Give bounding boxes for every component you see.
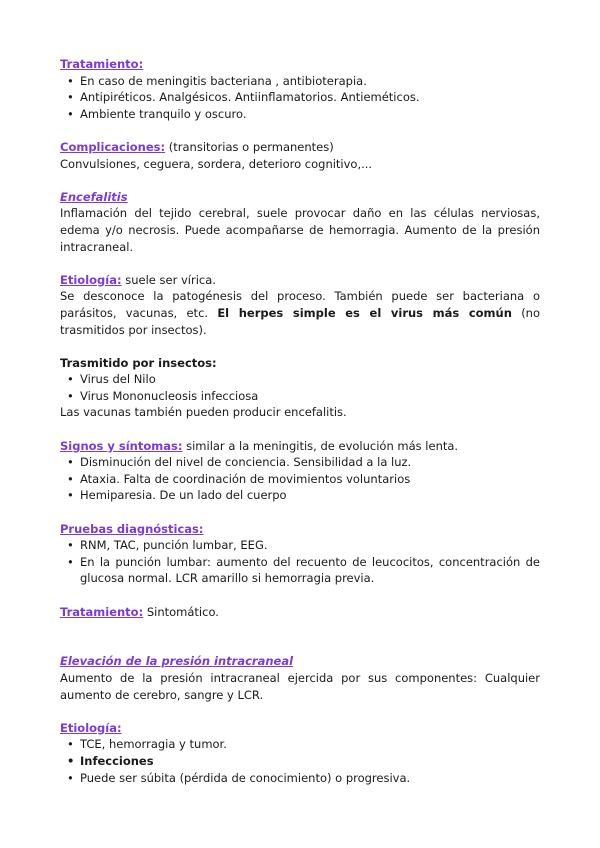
section-heading: Complicaciones:: [60, 139, 166, 154]
section-etiologia-encefalitis: [60, 272, 540, 338]
list-item: • Virus del Nilo: [80, 371, 540, 388]
paragraph-text: (no trasmitidos por insectos).: [60, 305, 541, 337]
section-heading: Elevación de la presión intracraneal: [60, 654, 294, 669]
section-heading: Pruebas diagnósticas:: [60, 521, 204, 536]
section-heading: Encefalitis: [60, 189, 128, 204]
paragraph-bold-text: El herpes simple es el virus más común: [217, 305, 512, 320]
list-item: • Virus Mononucleosis infecciosa: [80, 388, 540, 405]
bullet-list: [60, 73, 540, 123]
section-tratamiento-encefalitis: [60, 604, 540, 621]
heading-note: Sintomático.: [143, 604, 219, 619]
section-heading: Etiología:: [60, 720, 122, 735]
list-item: • Disminución del nivel de conciencia. Sensibilidad a la luz.: [80, 454, 540, 471]
section-signos-sintomas: [60, 438, 540, 504]
paragraph-text: Se desconoce la patogénesis del proceso. También puede ser bacteriana o parásitos, vacunas, etc.: [60, 289, 540, 320]
section-heading: Trasmitido por insectos:: [60, 355, 217, 370]
list-item: • Hemiparesia. De un lado del cuerpo: [80, 487, 540, 504]
heading-note: similar a la meningitis, de evolución más lenta.: [182, 438, 459, 453]
section-encefalitis: [60, 189, 540, 255]
heading-note: (transitorias o permanentes): [165, 139, 334, 154]
paragraph: Inflamación del tejido cerebral, suele provocar daño en las células nerviosas, edema y/o necrosis. Puede acompañarse de hemorragia. Aumento de la presión intracraneal.: [60, 206, 540, 254]
spacer: [60, 637, 540, 654]
list-item: • Puede ser súbita (pérdida de conocimiento) o progresiva.: [80, 770, 540, 787]
bullet-list: [60, 454, 540, 504]
paragraph: [60, 288, 540, 338]
section-pruebas-diagnosticas: [60, 521, 540, 587]
list-item: • TCE, hemorragia y tumor.: [80, 736, 540, 753]
list-item: • En la punción lumbar: aumento del recuento de leucocitos, concentración de glucosa normal. LCR amarillo si hemorragia previa.: [80, 554, 540, 587]
section-presion-intracraneal: [60, 653, 540, 703]
section-heading: Tratamiento:: [60, 604, 144, 619]
list-item: • Antipiréticos. Analgésicos. Antiinflamatorios. Antieméticos.: [80, 89, 540, 106]
document-page: [60, 56, 540, 803]
list-item: • Ataxia. Falta de coordinación de movimientos voluntarios: [80, 471, 540, 488]
list-item: • En caso de meningitis bacteriana , antibioterapia.: [80, 73, 540, 90]
paragraph: Convulsiones, ceguera, sordera, deterioro cognitivo,...: [60, 156, 373, 171]
paragraph: Aumento de la presión intracraneal ejercida por sus componentes: Cualquier aumento de cerebro, sangre y LCR.: [60, 670, 540, 702]
section-heading: Etiología:: [60, 272, 122, 287]
section-trasmitido-insectos: [60, 355, 540, 421]
list-item: • Infecciones: [80, 753, 540, 770]
section-tratamiento-meningitis: [60, 56, 540, 122]
section-heading: Signos y síntomas:: [60, 438, 183, 453]
section-etiologia-pic: [60, 720, 540, 786]
list-item: • RNM, TAC, punción lumbar, EEG.: [80, 537, 540, 554]
section-complicaciones: [60, 139, 540, 172]
bullet-list: [60, 371, 540, 404]
list-item: • Ambiente tranquilo y oscuro.: [80, 106, 540, 123]
bullet-list: [60, 736, 540, 786]
section-heading: Tratamiento:: [60, 57, 144, 71]
paragraph: Las vacunas también pueden producir encefalitis.: [60, 405, 347, 420]
bullet-list: [60, 537, 540, 587]
heading-note: suele ser vírica.: [121, 272, 216, 287]
